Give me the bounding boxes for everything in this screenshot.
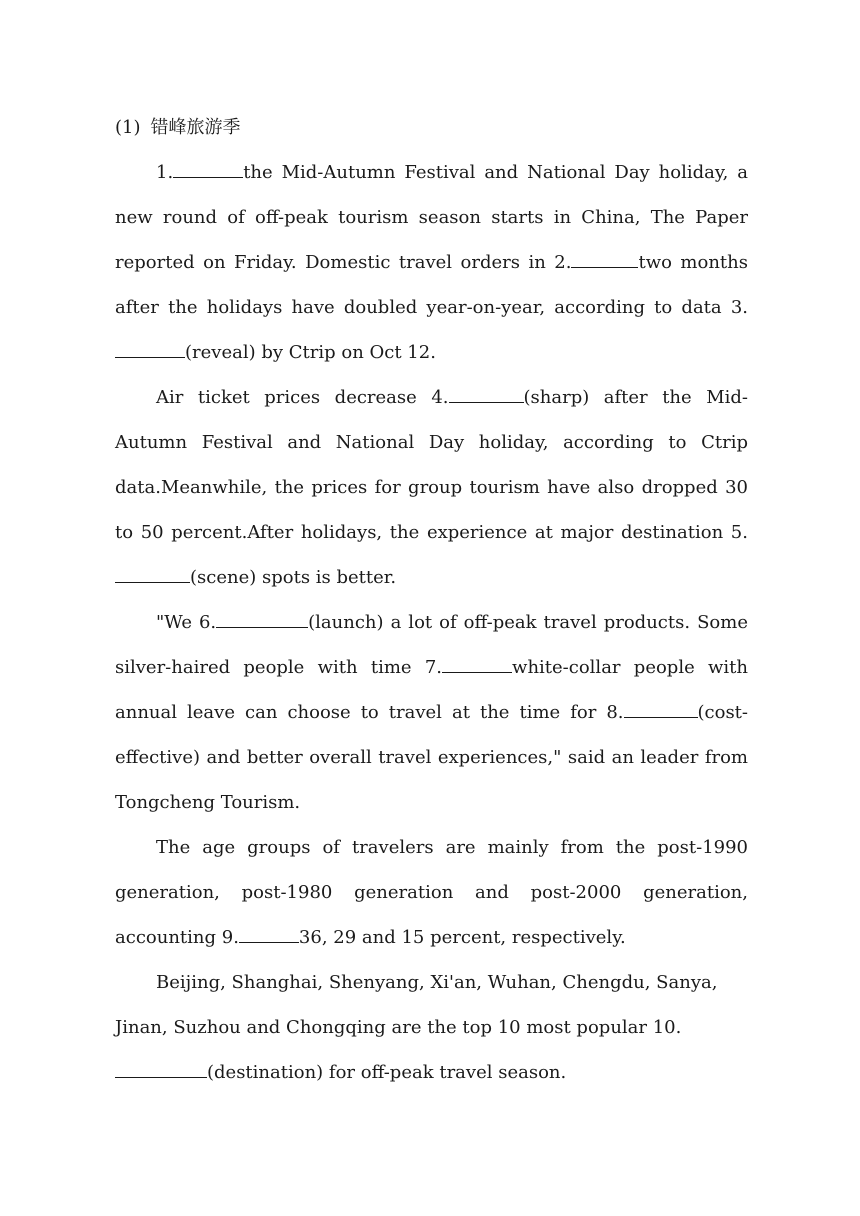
paragraph-text: the Mid-Autumn Festival and National Day holiday, a new round of off-peak tourism season starts in China, The Paper reported on Friday. Domestic travel orders in 2.: [115, 162, 748, 273]
paragraph-text: 1.: [156, 162, 174, 183]
paragraph-text: (destination) for off-peak travel season.: [207, 1062, 567, 1083]
section-number: (1): [115, 117, 141, 138]
paragraph-text: The age groups of travelers are mainly from the post-1990 generation, post-1980 generation and post-2000 generation, accounting 9.: [115, 837, 748, 948]
answer-blank[interactable]: [239, 927, 299, 943]
paragraph-text: (launch) a lot of off-peak travel products. Some silver-haired people with time 7.: [115, 612, 748, 678]
section-title: 错峰旅游季: [150, 117, 241, 138]
paragraph-text: 36, 29 and 15 percent, respectively.: [298, 927, 626, 948]
answer-blank[interactable]: [115, 342, 185, 358]
answer-blank[interactable]: [449, 387, 524, 403]
paragraph-4: [115, 825, 748, 960]
section-heading: [115, 105, 748, 150]
answer-blank[interactable]: [442, 657, 512, 673]
paragraph-text: Beijing, Shanghai, Shenyang, Xi'an, Wuhan, Chengdu, Sanya, Jinan, Suzhou and Chongqing are the top 10 most popular 10.: [115, 972, 718, 1038]
paragraph-text: (sharp) after the Mid-Autumn Festival and National Day holiday, according to Ctrip data.Meanwhile, the prices for group tourism have also dropped 30 to 50 percent.After holidays, the experience at major destination 5.: [115, 387, 748, 543]
paragraph-5: [115, 960, 748, 1095]
answer-blank[interactable]: [571, 252, 638, 268]
paragraph-text: Air ticket prices decrease 4.: [156, 387, 449, 408]
paragraph-3: [115, 600, 748, 825]
document-page: [115, 105, 748, 1095]
paragraph-text: (scene) spots is better.: [190, 567, 397, 588]
paragraph-text: white-collar people with annual leave can choose to travel at the time for 8.: [115, 657, 748, 723]
paragraph-text: "We 6.: [156, 612, 217, 633]
answer-blank[interactable]: [115, 1062, 207, 1078]
paragraph-text: two months after the holidays have doubled year-on-year, according to data 3.: [115, 252, 748, 318]
answer-blank[interactable]: [173, 162, 243, 178]
paragraph-1: [115, 150, 748, 375]
passage-body: [115, 150, 748, 1095]
paragraph-text: (reveal) by Ctrip on Oct 12.: [185, 342, 436, 363]
paragraph-text: (cost-effective) and better overall travel experiences," said an leader from Tongcheng Tourism.: [115, 702, 748, 813]
answer-blank[interactable]: [624, 702, 698, 718]
answer-blank[interactable]: [115, 567, 190, 583]
answer-blank[interactable]: [216, 612, 308, 628]
paragraph-2: [115, 375, 748, 600]
